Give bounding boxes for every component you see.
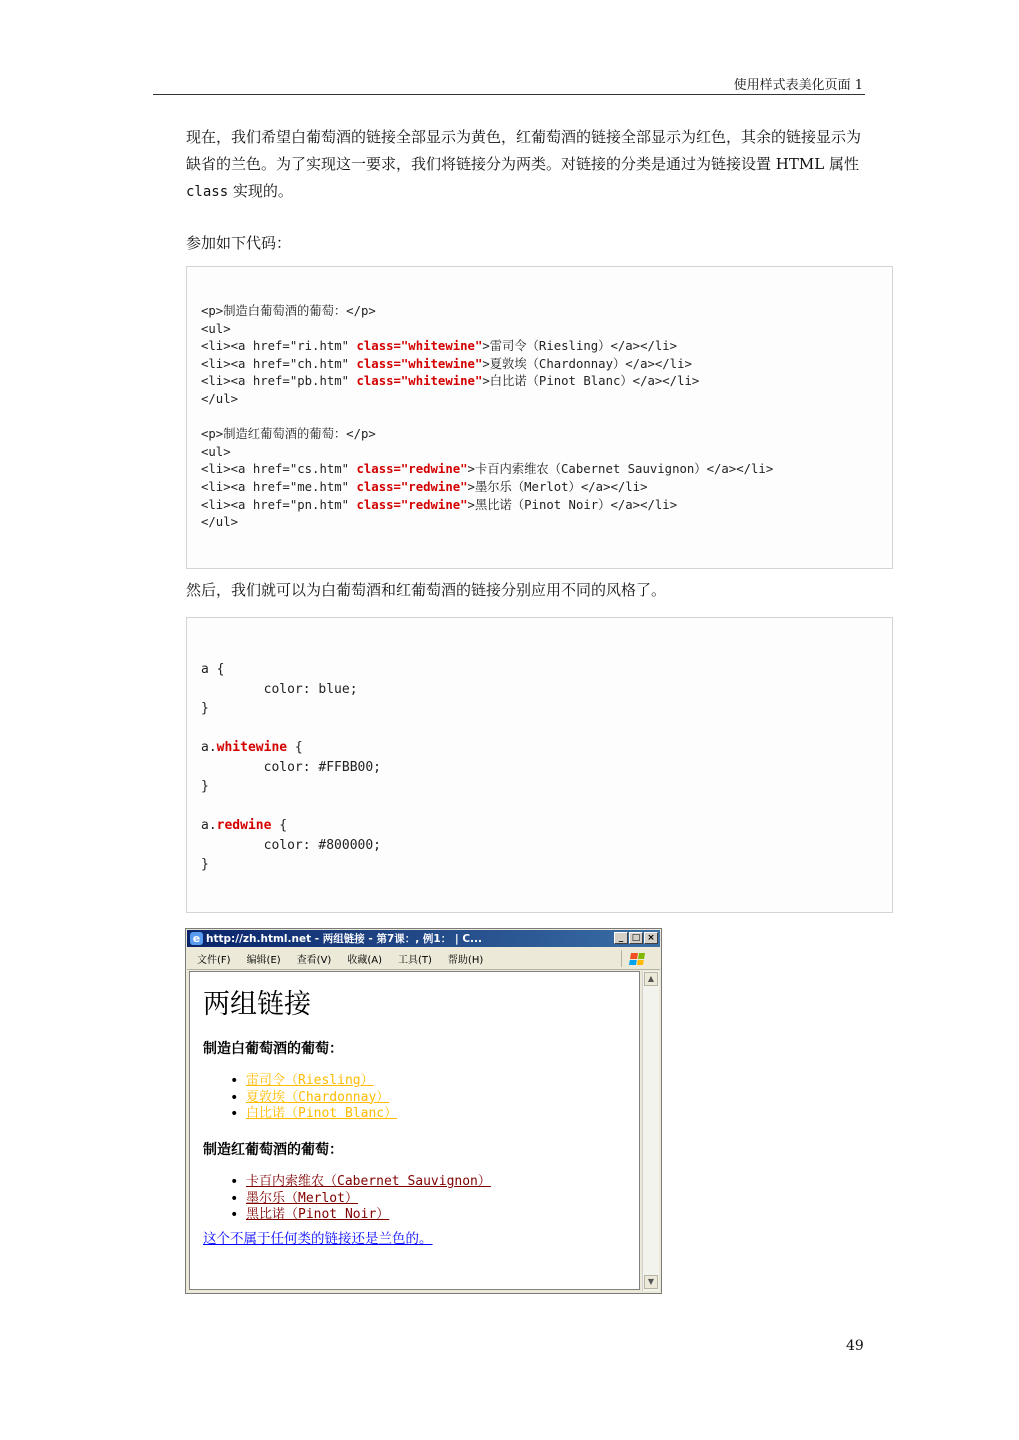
add-code-label: 参加如下代码： bbox=[186, 234, 292, 252]
code-line bbox=[201, 444, 773, 462]
code-line bbox=[201, 461, 773, 479]
link-cabernet[interactable]: 卡百内索维农（Cabernet Sauvignon） bbox=[246, 1174, 491, 1189]
code-line bbox=[201, 321, 773, 339]
html-code-box bbox=[186, 266, 893, 569]
code-text: color: #800000; bbox=[201, 837, 382, 853]
link-pinot-noir[interactable]: 黑比诺（Pinot Noir） bbox=[246, 1207, 390, 1222]
code-text: <li><a href="ch.htm" bbox=[201, 356, 357, 371]
header-title: 使用样式表美化页面 1 bbox=[733, 78, 863, 93]
white-grapes-heading: 制造白葡萄酒的葡萄： bbox=[203, 1041, 343, 1057]
menu-view[interactable]: 查看(V) bbox=[296, 955, 332, 966]
vertical-scrollbar[interactable] bbox=[642, 971, 659, 1291]
menu-tools[interactable]: 工具(T) bbox=[398, 955, 432, 966]
link-merlot[interactable]: 墨尔乐（Merlot） bbox=[246, 1190, 358, 1206]
list-item bbox=[230, 1174, 491, 1191]
menu-help[interactable]: 帮助(H) bbox=[447, 955, 484, 966]
browser-title: http://zh.html.net - 两组链接 - 第7课：, 例1： | C... bbox=[206, 933, 483, 945]
menu-edit[interactable]: 编辑(E) bbox=[246, 955, 281, 966]
code-keyword: class="whitewine" bbox=[356, 374, 483, 389]
code-line bbox=[201, 836, 381, 856]
browser-content bbox=[189, 971, 640, 1290]
code-line bbox=[201, 797, 381, 817]
code-text: color: blue; bbox=[201, 681, 358, 697]
code-text: } bbox=[201, 701, 209, 716]
code-text: <li><a href="pb.htm" bbox=[201, 374, 357, 389]
list-item bbox=[230, 1207, 491, 1224]
css-code-box bbox=[186, 617, 893, 913]
then-paragraph: 然后，我们就可以为白葡萄酒和红葡萄酒的链接分别应用不同的风格了。 bbox=[186, 581, 667, 599]
list-item bbox=[230, 1191, 491, 1208]
code-text bbox=[201, 721, 209, 736]
page-heading: 两组链接 bbox=[203, 989, 311, 1020]
code-text: a { bbox=[201, 662, 225, 677]
browser-titlebar[interactable] bbox=[187, 930, 660, 947]
intro-text-end: 实现的。 bbox=[228, 182, 293, 200]
code-text: <li><a href="cs.htm" bbox=[201, 462, 357, 477]
code-keyword: redwine bbox=[216, 818, 272, 833]
code-text: } bbox=[201, 857, 209, 872]
list-item bbox=[230, 1106, 397, 1123]
code-line bbox=[201, 356, 773, 374]
windows-logo-icon bbox=[621, 950, 652, 967]
code-text: >夏敦埃（Chardonnay）</a></li> bbox=[482, 356, 692, 371]
code-line bbox=[201, 816, 381, 836]
intro-code-word: class bbox=[186, 184, 229, 200]
code-line bbox=[201, 777, 381, 797]
ie-icon: e bbox=[190, 932, 203, 945]
code-text: >墨尔乐（Merlot）</a></li> bbox=[467, 479, 648, 494]
code-text bbox=[201, 799, 209, 814]
unclassed-link[interactable]: 这个不属于任何类的链接还是兰色的。 bbox=[203, 1231, 433, 1247]
code-line bbox=[201, 660, 381, 680]
code-text: <li><a href="ri.htm" bbox=[201, 339, 357, 354]
code-line bbox=[201, 855, 381, 875]
scroll-up-icon[interactable]: ▲ bbox=[644, 972, 658, 986]
code-text: { bbox=[287, 740, 303, 755]
code-text: { bbox=[271, 818, 288, 833]
scroll-down-icon[interactable]: ▼ bbox=[644, 1275, 658, 1289]
code-line bbox=[201, 680, 381, 700]
code-text bbox=[201, 410, 208, 424]
code-keyword: class="whitewine" bbox=[356, 356, 483, 371]
code-text: a. bbox=[201, 740, 217, 755]
code-text: <li><a href="pn.htm" bbox=[201, 497, 357, 512]
code-text: <p>制造红葡萄酒的葡萄：</p> bbox=[201, 427, 376, 442]
code-text: } bbox=[201, 779, 209, 794]
code-text: >卡百内索维农（Cabernet Sauvignon）</a></li> bbox=[467, 462, 774, 477]
page-number: 49 bbox=[846, 1338, 864, 1354]
code-keyword: class="redwine" bbox=[356, 479, 468, 494]
code-line bbox=[201, 719, 381, 739]
code-line bbox=[201, 426, 773, 444]
intro-text: 现在，我们希望白葡萄酒的链接全部显示为黄色，红葡萄酒的链接全部显示为红色，其余的链接显示为缺省的兰色。为了实现这一要求，我们将链接分为两类。对链接的分类是通过为链接设置 HTML 属性 bbox=[186, 128, 862, 173]
link-chardonnay[interactable]: 夏敦埃（Chardonnay） bbox=[246, 1089, 390, 1105]
code-text: >黑比诺（Pinot Noir）</a></li> bbox=[467, 497, 678, 512]
code-text: color: #FFBB00; bbox=[201, 759, 382, 775]
link-riesling[interactable]: 雷司令（Riesling） bbox=[246, 1073, 374, 1088]
code-line bbox=[201, 514, 773, 532]
code-keyword: class="redwine" bbox=[356, 497, 468, 512]
code-line bbox=[201, 391, 773, 409]
close-button[interactable]: × bbox=[644, 932, 658, 944]
list-item bbox=[230, 1090, 397, 1107]
code-line bbox=[201, 373, 773, 391]
red-links-list bbox=[230, 1174, 491, 1224]
minimize-button[interactable]: _ bbox=[614, 932, 628, 944]
code-text: <li><a href="me.htm" bbox=[201, 479, 357, 494]
menu-file[interactable]: 文件(F) bbox=[197, 955, 231, 966]
code-keyword: class="redwine" bbox=[356, 462, 468, 477]
code-text: </ul> bbox=[201, 391, 239, 406]
red-grapes-heading: 制造红葡萄酒的葡萄： bbox=[203, 1142, 343, 1158]
css-code bbox=[201, 660, 381, 875]
maximize-button[interactable]: □ bbox=[629, 932, 643, 944]
menu-bar bbox=[187, 948, 660, 970]
html-code bbox=[201, 303, 773, 532]
code-line bbox=[201, 758, 381, 778]
code-text: >白比诺（Pinot Blanc）</a></li> bbox=[482, 374, 700, 389]
code-line bbox=[201, 338, 773, 356]
code-text: <ul> bbox=[201, 444, 231, 459]
code-line bbox=[201, 699, 381, 719]
list-item bbox=[230, 1073, 397, 1090]
code-keyword: class="whitewine" bbox=[356, 339, 483, 354]
window-controls bbox=[614, 932, 658, 944]
code-keyword: whitewine bbox=[216, 740, 288, 755]
code-text: >雷司令（Riesling）</a></li> bbox=[482, 339, 678, 354]
code-line bbox=[201, 409, 773, 427]
code-text: <p>制造白葡萄酒的葡萄：</p> bbox=[201, 304, 376, 318]
intro-paragraph bbox=[186, 124, 870, 206]
code-text: <ul> bbox=[201, 321, 231, 336]
menu-favorites[interactable]: 收藏(A) bbox=[347, 955, 382, 966]
code-line bbox=[201, 497, 773, 515]
white-links-list bbox=[230, 1073, 397, 1123]
code-text: a. bbox=[201, 818, 217, 833]
browser-window bbox=[185, 928, 662, 1294]
code-line bbox=[201, 738, 381, 758]
link-pinot-blanc[interactable]: 白比诺（Pinot Blanc） bbox=[246, 1106, 398, 1121]
code-line bbox=[201, 303, 773, 321]
code-text: </ul> bbox=[201, 515, 239, 530]
code-line bbox=[201, 479, 773, 497]
page-header bbox=[153, 70, 865, 95]
